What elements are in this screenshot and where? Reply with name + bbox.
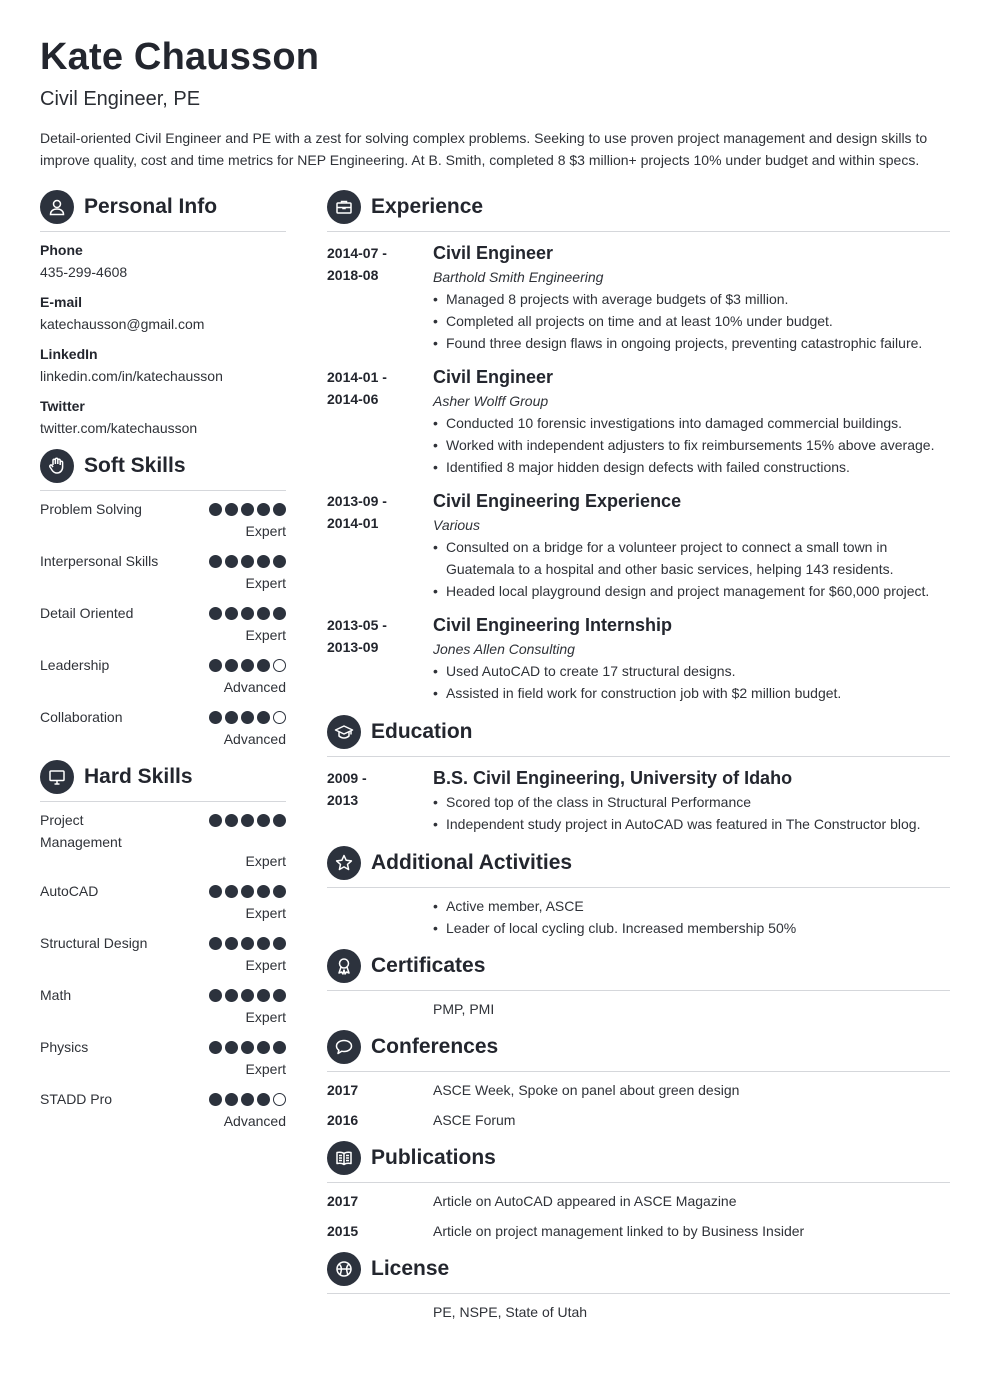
rating-dot-filled <box>209 659 222 672</box>
skill-level: Advanced <box>223 1113 286 1129</box>
skill-name: Math <box>40 987 72 1003</box>
rating-dot-empty <box>273 711 286 724</box>
license-header <box>327 1252 950 1294</box>
rating-dot-filled <box>257 814 270 827</box>
experience-entry <box>327 488 950 612</box>
skill-level: Expert <box>245 957 286 973</box>
bullet-item: • Active member, ASCE <box>433 895 950 917</box>
rating-dot-filled <box>241 1041 254 1054</box>
skill-level: Advanced <box>223 679 286 695</box>
rating-dot-filled <box>257 989 270 1002</box>
bullet-item: • Found three design flaws in ongoing projects, preventing catastrophic failure. <box>433 332 950 354</box>
skill-level: Expert <box>245 905 286 921</box>
certificate-text: PMP, PMI <box>433 1001 495 1017</box>
skill-rating <box>209 711 286 724</box>
award-icon <box>327 949 361 983</box>
bullet-item: • Leader of local cycling club. Increased membership 50% <box>433 917 950 939</box>
skill-name: Detail Oriented <box>40 605 134 621</box>
bullet-item: • Headed local playground design and project management for $60,000 project. <box>433 580 933 602</box>
rating-dot-filled <box>225 659 238 672</box>
rating-dot-filled <box>209 607 222 620</box>
info-label: Phone <box>40 242 83 258</box>
personal-info-list <box>40 239 286 447</box>
date-start: 2009 - <box>327 770 367 786</box>
rating-dot-filled <box>241 503 254 516</box>
rating-dot-filled <box>241 937 254 950</box>
rating-dot-filled <box>257 659 270 672</box>
conference-year: 2017 <box>327 1082 359 1098</box>
skill-name: Leadership <box>40 657 110 673</box>
company-name: Various <box>433 517 480 533</box>
rating-dot-filled <box>257 555 270 568</box>
rating-dot-filled <box>257 711 270 724</box>
skill-rating <box>209 814 286 827</box>
skill-name: STADD Pro <box>40 1091 113 1107</box>
skill-item <box>40 654 286 698</box>
rating-dot-filled <box>273 1041 286 1054</box>
skill-level: Expert <box>245 1061 286 1077</box>
rating-dot-filled <box>273 814 286 827</box>
info-email <box>40 291 286 335</box>
skill-name: Project Management <box>40 812 122 850</box>
conferences-header <box>327 1030 950 1072</box>
conference-text: ASCE Week, Spoke on panel about green design <box>433 1082 740 1098</box>
bullet-item: • Consulted on a bridge for a volunteer project to connect a small town in Guatemala to a hospital and other basic services, helping 143 residents. <box>433 536 933 580</box>
bullet-item: • Conducted 10 forensic investigations into damaged commercial buildings. <box>433 412 950 434</box>
personal-info-header <box>40 190 286 232</box>
conference-row <box>327 1079 950 1109</box>
bullet-item: • Scored top of the class in Structural Performance <box>433 791 950 813</box>
section-title: Conferences <box>371 1035 499 1058</box>
hard-skills-list <box>40 809 286 1140</box>
skill-item <box>40 706 286 750</box>
skill-rating <box>209 659 286 672</box>
info-value: 435-299-4608 <box>40 264 128 280</box>
entry-date <box>327 366 417 410</box>
book-icon <box>327 1141 361 1175</box>
info-label: LinkedIn <box>40 346 98 362</box>
activities-list <box>327 895 950 939</box>
degree-title: B.S. Civil Engineering, University of Idaho <box>433 768 793 788</box>
job-title: Civil Engineer <box>433 243 554 263</box>
certificates-header <box>327 949 950 991</box>
date-start: 2013-05 - <box>327 617 387 633</box>
rating-dot-filled <box>241 711 254 724</box>
rating-dot-filled <box>225 937 238 950</box>
section-title: Publications <box>371 1146 496 1169</box>
rating-dot-filled <box>257 885 270 898</box>
rating-dot-filled <box>209 885 222 898</box>
rating-dot-filled <box>257 937 270 950</box>
publication-row <box>327 1190 950 1220</box>
monitor-icon <box>40 760 74 794</box>
rating-dot-filled <box>225 711 238 724</box>
skill-item <box>40 602 286 646</box>
candidate-name: Kate Chausson <box>40 36 320 78</box>
rating-dot-filled <box>209 937 222 950</box>
info-value: twitter.com/katechausson <box>40 420 198 436</box>
date-end: 2013-09 <box>327 639 379 655</box>
hard-skills-header <box>40 760 286 802</box>
skill-item <box>40 1036 286 1080</box>
soft-skills-list <box>40 498 286 758</box>
info-twitter <box>40 395 286 439</box>
skill-rating <box>209 555 286 568</box>
conferences-list <box>327 1079 950 1139</box>
bullet-item: • Independent study project in AutoCAD was featured in The Constructor blog. <box>433 813 950 835</box>
rating-dot-filled <box>241 989 254 1002</box>
soft-skills-header <box>40 449 286 491</box>
company-name: Barthold Smith Engineering <box>433 269 604 285</box>
rating-dot-filled <box>257 607 270 620</box>
info-phone <box>40 239 286 283</box>
conference-text: ASCE Forum <box>433 1112 516 1128</box>
rating-dot-filled <box>257 1093 270 1106</box>
date-start: 2013-09 - <box>327 493 387 509</box>
rating-dot-filled <box>273 937 286 950</box>
rating-dot-filled <box>225 989 238 1002</box>
publications-list <box>327 1190 950 1250</box>
rating-dot-filled <box>241 814 254 827</box>
skill-name: Physics <box>40 1039 89 1055</box>
hand-icon <box>40 449 74 483</box>
skill-item <box>40 1088 286 1132</box>
rating-dot-filled <box>241 659 254 672</box>
company-name: Asher Wolff Group <box>433 393 549 409</box>
rating-dot-filled <box>225 555 238 568</box>
skill-item <box>40 498 286 542</box>
experience-entry <box>327 364 950 488</box>
rating-dot-filled <box>225 885 238 898</box>
section-title: Personal Info <box>84 195 218 218</box>
job-title: Civil Engineer <box>433 367 554 387</box>
date-end: 2014-06 <box>327 391 379 407</box>
conference-row <box>327 1109 950 1139</box>
date-end: 2014-01 <box>327 515 379 531</box>
skill-name: AutoCAD <box>40 883 99 899</box>
briefcase-icon <box>327 190 361 224</box>
license-list <box>327 1301 950 1323</box>
entry-date <box>327 490 417 534</box>
rating-dot-filled <box>225 814 238 827</box>
bullet-item: • Worked with independent adjusters to fix reimbursements 15% above average. <box>433 434 950 456</box>
publication-text: Article on project management linked to by Business Insider <box>433 1223 805 1239</box>
education-header <box>327 715 950 757</box>
section-title: Certificates <box>371 954 486 977</box>
skill-name: Collaboration <box>40 709 123 725</box>
rating-dot-filled <box>225 1041 238 1054</box>
info-value: linkedin.com/in/katechausson <box>40 368 223 384</box>
rating-dot-filled <box>241 885 254 898</box>
education-entry <box>327 765 950 835</box>
rating-dot-filled <box>257 1041 270 1054</box>
bullet-item: • Managed 8 projects with average budgets of $3 million. <box>433 288 950 310</box>
graduation-cap-icon <box>327 715 361 749</box>
date-end: 2013 <box>327 792 359 808</box>
skill-rating <box>209 607 286 620</box>
rating-dot-empty <box>273 659 286 672</box>
person-icon <box>40 190 74 224</box>
activities-header <box>327 846 950 888</box>
bullet-item: • Completed all projects on time and at least 10% under budget. <box>433 310 950 332</box>
section-title: Additional Activities <box>371 851 573 874</box>
bullet-item: • Identified 8 major hidden design defects with failed constructions. <box>433 456 950 478</box>
skill-rating <box>209 1041 286 1054</box>
publications-header <box>327 1141 950 1183</box>
certificates-list <box>327 998 950 1020</box>
skill-rating <box>209 989 286 1002</box>
rating-dot-filled <box>209 1041 222 1054</box>
section-title: Soft Skills <box>84 454 186 477</box>
skill-item <box>40 550 286 594</box>
rating-dot-filled <box>209 989 222 1002</box>
section-title: Education <box>371 720 473 743</box>
skill-name: Structural Design <box>40 935 148 951</box>
rating-dot-filled <box>273 607 286 620</box>
skill-rating <box>209 503 286 516</box>
skill-name: Interpersonal Skills <box>40 553 159 569</box>
skill-rating <box>209 1093 286 1106</box>
entry-date <box>327 242 417 286</box>
skill-rating <box>209 937 286 950</box>
rating-dot-filled <box>209 503 222 516</box>
publication-row <box>327 1220 950 1250</box>
publication-year: 2017 <box>327 1193 359 1209</box>
skill-level: Expert <box>245 575 286 591</box>
conference-year: 2016 <box>327 1112 359 1128</box>
rating-dot-filled <box>241 1093 254 1106</box>
entry-date <box>327 767 417 811</box>
company-name: Jones Allen Consulting <box>433 641 575 657</box>
date-end: 2018-08 <box>327 267 379 283</box>
rating-dot-filled <box>273 555 286 568</box>
rating-dot-filled <box>225 1093 238 1106</box>
bullet-item: • Used AutoCAD to create 17 structural designs. <box>433 660 950 682</box>
bullet-item: • Assisted in field work for construction job with $2 million budget. <box>433 682 950 704</box>
skill-item <box>40 809 286 872</box>
job-title: Civil Engineering Experience <box>433 491 682 511</box>
info-linkedin <box>40 343 286 387</box>
skill-level: Expert <box>245 1009 286 1025</box>
info-value: katechausson@gmail.com <box>40 316 205 332</box>
section-title: License <box>371 1257 450 1280</box>
rating-dot-filled <box>241 555 254 568</box>
date-start: 2014-01 - <box>327 369 387 385</box>
experience-list <box>327 240 950 714</box>
skill-name: Problem Solving <box>40 501 142 517</box>
ball-icon <box>327 1252 361 1286</box>
experience-entry <box>327 240 950 364</box>
speech-bubble-icon <box>327 1030 361 1064</box>
education-list <box>327 765 950 835</box>
rating-dot-filled <box>209 1093 222 1106</box>
rating-dot-filled <box>241 607 254 620</box>
publication-year: 2015 <box>327 1223 359 1239</box>
skill-item <box>40 984 286 1028</box>
rating-dot-filled <box>209 814 222 827</box>
section-title: Experience <box>371 195 484 218</box>
skill-level: Expert <box>245 627 286 643</box>
info-label: E-mail <box>40 294 83 310</box>
experience-entry <box>327 612 950 714</box>
skill-item <box>40 880 286 924</box>
rating-dot-filled <box>273 503 286 516</box>
rating-dot-filled <box>209 555 222 568</box>
skill-level: Advanced <box>223 731 286 747</box>
section-title: Hard Skills <box>84 765 193 788</box>
star-icon <box>327 846 361 880</box>
rating-dot-empty <box>273 1093 286 1106</box>
summary: Detail-oriented Civil Engineer and PE with a zest for solving complex problems. Seeking to use proven project management and design skills to improve quality, cost and time metrics for NEP Engineering. At B. Smith, completed 8 $3 million+ projects 10% under budget and within specs. <box>40 130 928 168</box>
job-title: Civil Engineering Internship <box>433 615 673 635</box>
experience-header <box>327 190 950 232</box>
candidate-role: Civil Engineer, PE <box>40 88 201 110</box>
info-label: Twitter <box>40 398 85 414</box>
publication-text: Article on AutoCAD appeared in ASCE Magazine <box>433 1193 737 1209</box>
rating-dot-filled <box>225 503 238 516</box>
rating-dot-filled <box>225 607 238 620</box>
license-text: PE, NSPE, State of Utah <box>433 1304 588 1320</box>
entry-date <box>327 614 417 658</box>
skill-level: Expert <box>245 853 286 869</box>
rating-dot-filled <box>273 989 286 1002</box>
skill-item <box>40 932 286 976</box>
rating-dot-filled <box>257 503 270 516</box>
rating-dot-filled <box>209 711 222 724</box>
rating-dot-filled <box>273 885 286 898</box>
date-start: 2014-07 - <box>327 245 387 261</box>
skill-rating <box>209 885 286 898</box>
skill-level: Expert <box>245 523 286 539</box>
